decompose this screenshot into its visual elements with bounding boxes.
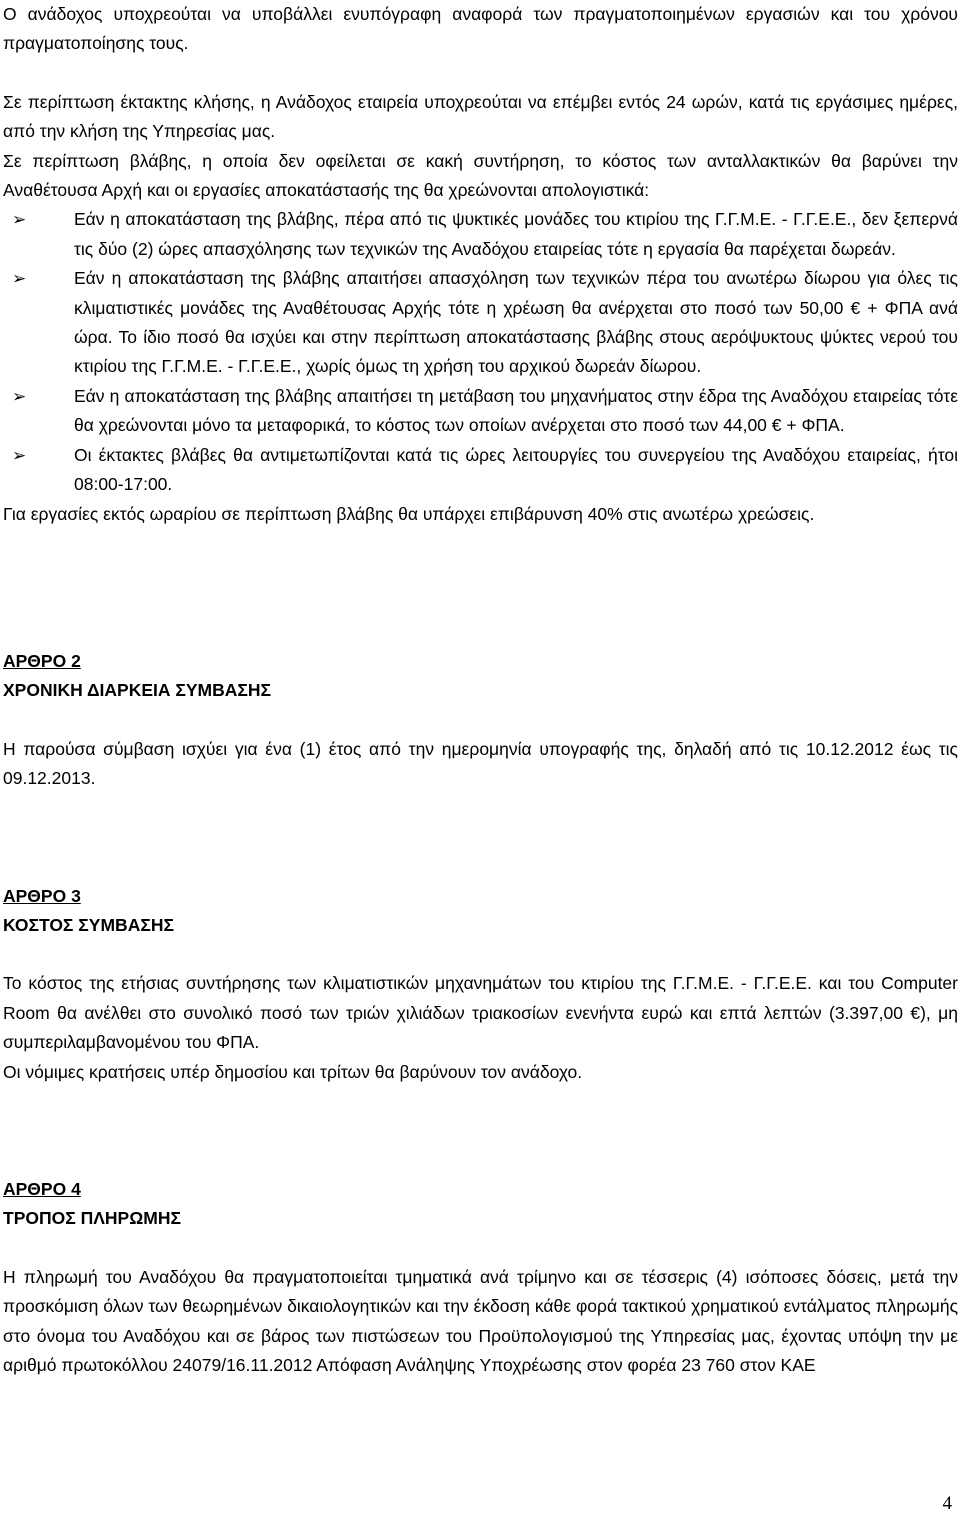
arrow-bullet-icon: ➢ xyxy=(12,445,27,465)
arrow-bullet-icon: ➢ xyxy=(12,386,27,406)
article3-number: ΑΡΘΡΟ 3 xyxy=(3,885,81,906)
page-number: 4 xyxy=(942,1493,952,1514)
intro-paragraph-report: Ο ανάδοχος υποχρεούται να υποβάλλει ενυπόγραφη αναφορά των πραγματοποιημένων εργασιών και του χρόνου πραγματοποίησης τους. xyxy=(3,4,958,54)
arrow-bullet-icon: ➢ xyxy=(12,269,27,289)
list-item-text: Εάν η αποκατάσταση της βλάβης απαιτήσει τη μετάβαση του μηχανήματος στην έδρα της Αναδόχου εταιρείας τότε θα χρεώνονται μόνο τα μεταφορικά, το κόστος των οποίων ανέρχεται στο ποσό των 44,00 € + ΦΠΑ. xyxy=(74,385,958,436)
article4-title: ΤΡΟΠΟΣ ΠΛΗΡΩΜΗΣ xyxy=(3,1208,181,1229)
list-item-text: Οι έκτακτες βλάβες θα αντιμετωπίζονται κατά τις ώρες λειτουργίες του συνεργείου της Αναδόχου εταιρείας, ήτοι 08:00-17:00. xyxy=(74,444,958,495)
document-page xyxy=(3,0,958,1380)
list-item xyxy=(3,264,958,382)
surcharge-paragraph: Για εργασίες εκτός ωραρίου σε περίπτωση βλάβης θα υπάρχει επιβάρυνση 40% στις ανωτέρω χρεώσεις. xyxy=(3,503,815,524)
list-item-text: Εάν η αποκατάσταση της βλάβης, πέρα από τις ψυκτικές μονάδες του κτιρίου της Γ.Γ.Μ.Ε. - Γ.Γ.Ε.Ε., δεν ξεπερνά τις δύο (2) ώρες απασχόλησης των τεχνικών της Αναδόχου εταιρείας τότε η εργασία θα παρέχεται δωρεάν. xyxy=(74,209,958,259)
section-spacer xyxy=(3,794,958,882)
list-item-text: Εάν η αποκατάσταση της βλάβης απαιτήσει απασχόληση των τεχνικών πέρα του ανωτέρω δίωρου για όλες τις κλιματιστικές μονάδες της Αναθέτουσας Αρχής τότε η χρέωση θα ανέρχεται στο ποσό των 50,00 € + ΦΠΑ ανά ώρα. Το ίδιο ποσό θα ισχύει και στην περίπτωση αποκατάστασης βλάβης στους αερόψυκτους ψύκτες νερού του κτιρίου της Γ.Γ.Μ.Ε. - Γ.Γ.Ε.Ε., χωρίς όμως τη χρήση του αρχικού δωρεάν δίωρου. xyxy=(74,268,958,377)
charges-bullet-list xyxy=(3,205,958,499)
article3-deductions-text: Οι νόμιμες κρατήσεις υπέρ δημοσίου και τρίτων θα βαρύνουν τον ανάδοχο. xyxy=(3,1061,583,1082)
arrow-bullet-icon: ➢ xyxy=(12,210,27,230)
article2-title: ΧΡΟΝΙΚΗ ΔΙΑΡΚΕΙΑ ΣΥΜΒΑΣΗΣ xyxy=(3,680,272,701)
article3-text: Το κόστος της ετήσιας συντήρησης των κλιματιστικών μηχανημάτων του κτιρίου της Γ.Γ.Μ.Ε. - Γ.Γ.Ε.Ε. και του Computer Room θα ανέλθει στο συνολικό ποσό των τριών χιλιάδων τριακοσίων ενενήντα ευρώ και επτά λεπτών (3.397,00 €), μη συμπεριλαμβανομένου του ΦΠΑ. xyxy=(3,973,958,1053)
list-item xyxy=(3,441,958,500)
article4-text: Η πληρωμή του Αναδόχου θα πραγματοποιείται τμηματικά ανά τρίμηνο και σε τέσσερις (4) ισόποσες δόσεις, μετά την προσκόμιση όλων των θεωρημένων δικαιολογητικών και την έκδοση κάθε φορά τακτικού χρηματικού εντάλματος πληρωμής στο όνομα του Αναδόχου και σε βάρος των πιστώσεων του Προϋπολογισμού της Υπηρεσίας μας, έχοντας υπόψη την με αριθμό πρωτοκόλλου 24079/16.11.2012 Απόφαση Ανάληψης Υποχρέωσης στον φορέα 23 760 στον ΚΑΕ xyxy=(3,1266,958,1375)
section-spacer xyxy=(3,1087,958,1175)
article2-number: ΑΡΘΡΟ 2 xyxy=(3,650,81,671)
list-item xyxy=(3,382,958,441)
intro-paragraph-damage: Σε περίπτωση βλάβης, η οποία δεν οφείλεται σε κακή συντήρηση, το κόστος των ανταλλακτικών θα βαρύνει την Αναθέτουσα Αρχή και οι εργασίες αποκατάστασής της θα χρεώνονται απολογιστικά: xyxy=(3,150,958,201)
article4-number: ΑΡΘΡΟ 4 xyxy=(3,1178,81,1199)
article2-text: Η παρούσα σύμβαση ισχύει για ένα (1) έτος από την ημερομηνία υπογραφής της, δηλαδή από τις 10.12.2012 έως τις 09.12.2013. xyxy=(3,738,958,789)
intro-paragraph-emergency: Σε περίπτωση έκτακτης κλήσης, η Ανάδοχος εταιρεία υποχρεούται να επέμβει εντός 24 ωρών, κατά τις εργάσιμες ημέρες, από την κλήση της Υπηρεσίας μας. xyxy=(3,91,958,142)
article3-title: ΚΟΣΤΟΣ ΣΥΜΒΑΣΗΣ xyxy=(3,914,174,935)
list-item xyxy=(3,205,958,264)
section-spacer xyxy=(3,529,958,647)
